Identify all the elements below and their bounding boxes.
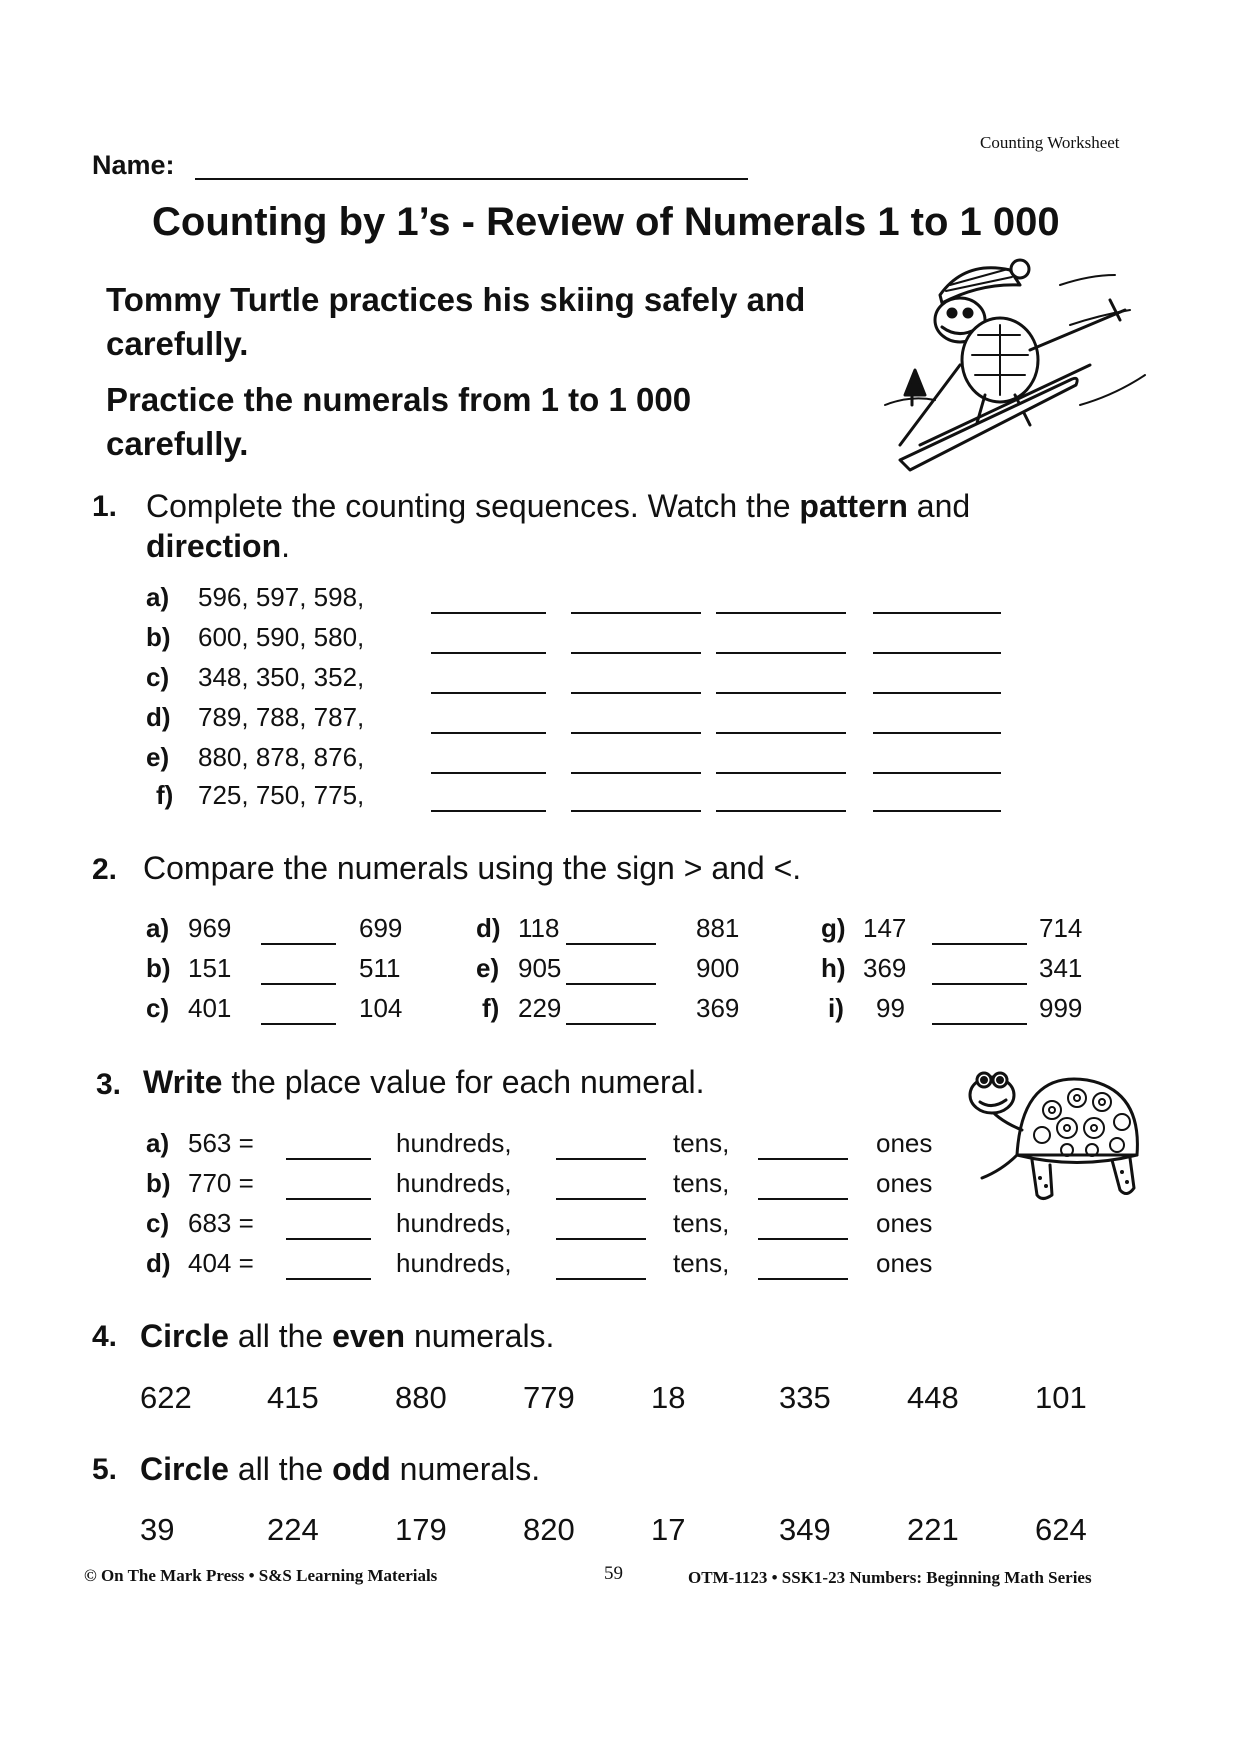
page-title: Counting by 1’s - Review of Numerals 1 to 1 000 — [152, 200, 1060, 244]
left-number: 369 — [863, 953, 907, 983]
q4-number: 4. — [92, 1320, 118, 1353]
left-number: 99 — [876, 993, 905, 1023]
q1-row — [146, 702, 1026, 742]
left-number: 118 — [518, 913, 560, 943]
answer-blank[interactable] — [571, 692, 701, 694]
q1-items — [146, 582, 1026, 820]
item-letter: d) — [146, 702, 171, 732]
q1-prompt: Complete the counting sequences. Watch the pattern and — [146, 488, 971, 524]
q1-row — [146, 780, 1026, 820]
item-letter: g) — [821, 913, 846, 943]
right-number: 714 — [1039, 913, 1083, 943]
right-number: 900 — [696, 953, 740, 983]
hundreds-blank[interactable] — [286, 1198, 371, 1200]
item-letter: e) — [476, 953, 500, 983]
answer-blank[interactable] — [716, 652, 846, 654]
ones-blank[interactable] — [758, 1158, 848, 1160]
answer-blank[interactable] — [431, 652, 546, 654]
answer-blank[interactable] — [431, 612, 546, 614]
item-letter: h) — [821, 953, 846, 983]
q2-items — [146, 913, 1106, 1043]
answer-blank[interactable] — [716, 692, 846, 694]
page-number: 59 — [604, 1563, 623, 1584]
q3-number: 3. — [96, 1068, 122, 1101]
answer-blank[interactable] — [873, 810, 1001, 812]
number-choice[interactable]: 448 — [907, 1380, 959, 1415]
item-letter: a) — [146, 582, 170, 612]
compare-blank[interactable] — [261, 983, 336, 985]
hundreds-blank[interactable] — [286, 1158, 371, 1160]
tens-label: tens, — [673, 1248, 730, 1278]
number-choice[interactable]: 17 — [651, 1512, 686, 1547]
tens-blank[interactable] — [556, 1278, 646, 1280]
hundreds-label: hundreds, — [396, 1208, 512, 1238]
item-letter: e) — [146, 742, 170, 772]
hundreds-blank[interactable] — [286, 1278, 371, 1280]
right-number: 699 — [359, 913, 403, 943]
ones-label: ones — [876, 1248, 933, 1278]
answer-blank[interactable] — [431, 692, 546, 694]
hundreds-blank[interactable] — [286, 1238, 371, 1240]
tens-blank[interactable] — [556, 1198, 646, 1200]
intro-line-1: Tommy Turtle practices his skiing safely and — [106, 281, 806, 318]
answer-blank[interactable] — [716, 810, 846, 812]
left-number: 151 — [188, 953, 232, 983]
q1-number: 1. — [92, 490, 118, 523]
item-letter: b) — [146, 622, 171, 652]
worksheet-tag: Counting Worksheet — [980, 133, 1120, 152]
answer-blank[interactable] — [431, 810, 546, 812]
compare-blank[interactable] — [932, 983, 1027, 985]
q2-number: 2. — [92, 853, 118, 886]
sequence: 880, 878, 876, — [198, 742, 365, 772]
ones-blank[interactable] — [758, 1278, 848, 1280]
q1-row — [146, 582, 1026, 622]
right-number: 369 — [696, 993, 740, 1023]
sequence: 596, 597, 598, — [198, 582, 365, 612]
footer-series: OTM-1123 • SSK1-23 Numbers: Beginning Math Series — [688, 1568, 1092, 1587]
answer-blank[interactable] — [431, 772, 546, 774]
q5-number: 5. — [92, 1453, 118, 1486]
number-choice[interactable]: 101 — [1035, 1380, 1087, 1415]
item-letter: c) — [146, 662, 170, 692]
number-choice[interactable]: 18 — [651, 1380, 686, 1415]
answer-blank[interactable] — [873, 732, 1001, 734]
hundreds-label: hundreds, — [396, 1168, 512, 1198]
item-letter: i) — [828, 993, 844, 1023]
q3-prompt: Write the place value for each numeral. — [143, 1064, 705, 1100]
number-value: 563 = — [188, 1128, 254, 1158]
answer-blank[interactable] — [571, 612, 701, 614]
number-value: 770 = — [188, 1168, 254, 1198]
intro-line-2: carefully. — [106, 325, 249, 362]
right-number: 881 — [696, 913, 740, 943]
item-letter: c) — [146, 1208, 170, 1238]
compare-blank[interactable] — [261, 1023, 336, 1025]
item-letter: a) — [146, 1128, 170, 1158]
answer-blank[interactable] — [873, 652, 1001, 654]
tens-label: tens, — [673, 1208, 730, 1238]
tens-blank[interactable] — [556, 1238, 646, 1240]
item-letter: c) — [146, 993, 170, 1023]
hundreds-label: hundreds, — [396, 1248, 512, 1278]
left-number: 229 — [518, 993, 562, 1023]
ones-label: ones — [876, 1208, 933, 1238]
ones-blank[interactable] — [758, 1198, 848, 1200]
q1-row — [146, 662, 1026, 702]
ones-label: ones — [876, 1168, 933, 1198]
intro-line-4: carefully. — [106, 425, 249, 462]
number-choice[interactable]: 880 — [395, 1380, 447, 1415]
left-number: 969 — [188, 913, 232, 943]
answer-blank[interactable] — [571, 652, 701, 654]
item-letter: b) — [146, 953, 171, 983]
right-number: 511 — [359, 953, 401, 983]
number-choice[interactable]: 624 — [1035, 1512, 1087, 1547]
q4-prompt: Circle all the even numerals. — [140, 1318, 555, 1354]
answer-blank[interactable] — [873, 772, 1001, 774]
tens-label: tens, — [673, 1128, 730, 1158]
number-choice[interactable]: 335 — [779, 1380, 831, 1415]
number-choice[interactable]: 415 — [267, 1380, 319, 1415]
number-value: 683 = — [188, 1208, 254, 1238]
sequence: 600, 590, 580, — [198, 622, 365, 652]
left-number: 147 — [863, 913, 907, 943]
item-letter: f) — [156, 780, 174, 810]
number-choice[interactable]: 39 — [140, 1512, 175, 1547]
item-letter: d) — [476, 913, 501, 943]
answer-blank[interactable] — [873, 612, 1001, 614]
number-choice[interactable]: 221 — [907, 1512, 959, 1547]
answer-blank[interactable] — [716, 732, 846, 734]
compare-blank[interactable] — [261, 943, 336, 945]
tens-blank[interactable] — [556, 1158, 646, 1160]
ones-label: ones — [876, 1128, 933, 1158]
right-number: 341 — [1039, 953, 1083, 983]
number-choice[interactable]: 622 — [140, 1380, 192, 1415]
item-letter: f) — [482, 993, 500, 1023]
answer-blank[interactable] — [431, 732, 546, 734]
answer-blank[interactable] — [571, 810, 701, 812]
number-value: 404 = — [188, 1248, 254, 1278]
compare-blank[interactable] — [566, 943, 656, 945]
q1-row — [146, 622, 1026, 662]
item-letter: b) — [146, 1168, 171, 1198]
left-number: 905 — [518, 953, 562, 983]
compare-blank[interactable] — [932, 1023, 1027, 1025]
left-number: 401 — [188, 993, 232, 1023]
compare-blank[interactable] — [566, 1023, 656, 1025]
number-choice[interactable]: 820 — [523, 1512, 575, 1547]
answer-blank[interactable] — [571, 772, 701, 774]
answer-blank[interactable] — [716, 612, 846, 614]
q5-prompt: Circle all the odd numerals. — [140, 1451, 541, 1487]
item-letter: a) — [146, 913, 170, 943]
sequence: 348, 350, 352, — [198, 662, 365, 692]
number-choice[interactable]: 179 — [395, 1512, 447, 1547]
name-label: Name: — [92, 150, 175, 180]
footer-copyright: © On The Mark Press • S&S Learning Materials — [84, 1566, 438, 1585]
q5-number-list — [140, 1512, 1100, 1552]
answer-blank[interactable] — [571, 732, 701, 734]
sequence: 789, 788, 787, — [198, 702, 365, 732]
q3-items — [146, 1128, 946, 1293]
tens-label: tens, — [673, 1168, 730, 1198]
q2-prompt: Compare the numerals using the sign > and <. — [143, 850, 802, 886]
right-number: 104 — [359, 993, 403, 1023]
name-blank[interactable] — [195, 150, 748, 180]
sequence: 725, 750, 775, — [198, 780, 365, 810]
q4-number-list — [140, 1380, 1100, 1420]
q1-prompt-cont: direction. — [146, 528, 291, 564]
q1-row — [146, 742, 1026, 780]
item-letter: d) — [146, 1248, 171, 1278]
number-choice[interactable]: 349 — [779, 1512, 831, 1547]
number-choice[interactable]: 224 — [267, 1512, 319, 1547]
answer-blank[interactable] — [716, 772, 846, 774]
right-number: 999 — [1039, 993, 1083, 1023]
ones-blank[interactable] — [758, 1238, 848, 1240]
answer-blank[interactable] — [873, 692, 1001, 694]
hundreds-label: hundreds, — [396, 1128, 512, 1158]
turtle-illustration — [962, 1060, 1147, 1210]
compare-blank[interactable] — [932, 943, 1027, 945]
skiing-turtle-illustration — [880, 255, 1150, 475]
compare-blank[interactable] — [566, 983, 656, 985]
number-choice[interactable]: 779 — [523, 1380, 575, 1415]
intro-line-3: Practice the numerals from 1 to 1 000 — [106, 381, 692, 418]
